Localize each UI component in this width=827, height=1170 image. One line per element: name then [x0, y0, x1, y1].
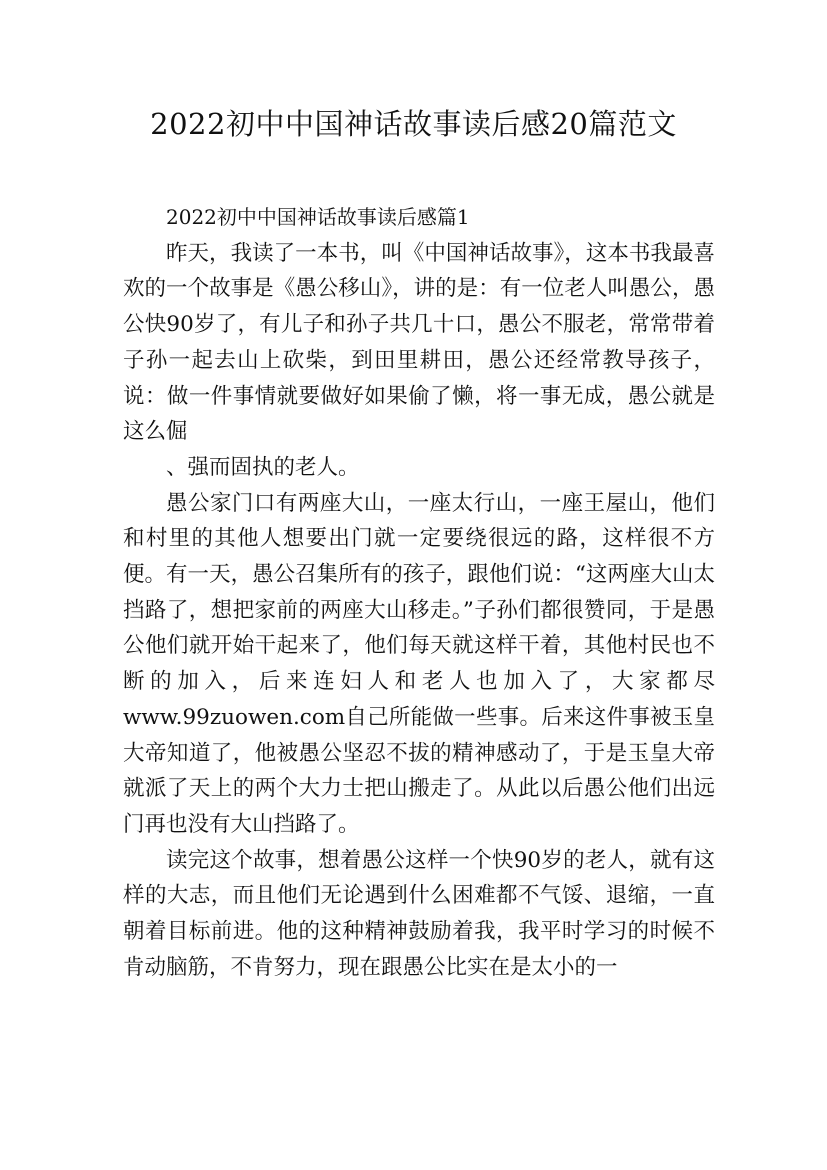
- document-body: [123, 200, 715, 985]
- paragraph: 昨天，我读了一本书，叫《中国神话故事》，这本书我最喜欢的一个故事是《愚公移山》，讲的是：有一位老人叫愚公，愚公快90岁了，有儿子和孙子共几十口，愚公不服老，常常带着子孙一起去山上砍柴，到田里耕田，愚公还经常教导孩子，说：做一件事情就要做好如果偷了懒，将一事无成，愚公就是这么倔: [123, 240, 715, 445]
- paragraph: 读完这个故事，想着愚公这样一个快90岁的老人，就有这样的大志，而且他们无论遇到什么困难都不气馁、退缩，一直朝着目标前进。他的这种精神鼓励着我，我平时学习的时候不肯动脑筋，不肯努力，现在跟愚公比实在是太小的一: [123, 847, 715, 980]
- section-heading: 2022初中中国神话故事读后感篇1: [166, 205, 470, 229]
- document-title: 2022初中中国神话故事读后感20篇范文: [150, 107, 677, 141]
- paragraph: 愚公家门口有两座大山，一座太行山，一座王屋山，他们和村里的其他人想要出门就一定要绕很远的路，这样很不方便。有一天，愚公召集所有的孩子，跟他们说：“这两座大山太挡路了，想把家前的两座大山移走。”子孙们都很赞同，于是愚公他们就开始干起来了，他们每天就这样干着，其他村民也不断的加入，后来连妇人和老人也加入了，大家都尽www.99zuowen.com自己所能做一些事。后来这件事被玉皇大帝知道了，他被愚公坚忍不拔的精神感动了，于是玉皇大帝就派了天上的两个大力士把山搬走了。从此以后愚公他们出远门再也没有大山挡路了。: [123, 490, 715, 837]
- paragraph: 、强而固执的老人。: [166, 454, 360, 480]
